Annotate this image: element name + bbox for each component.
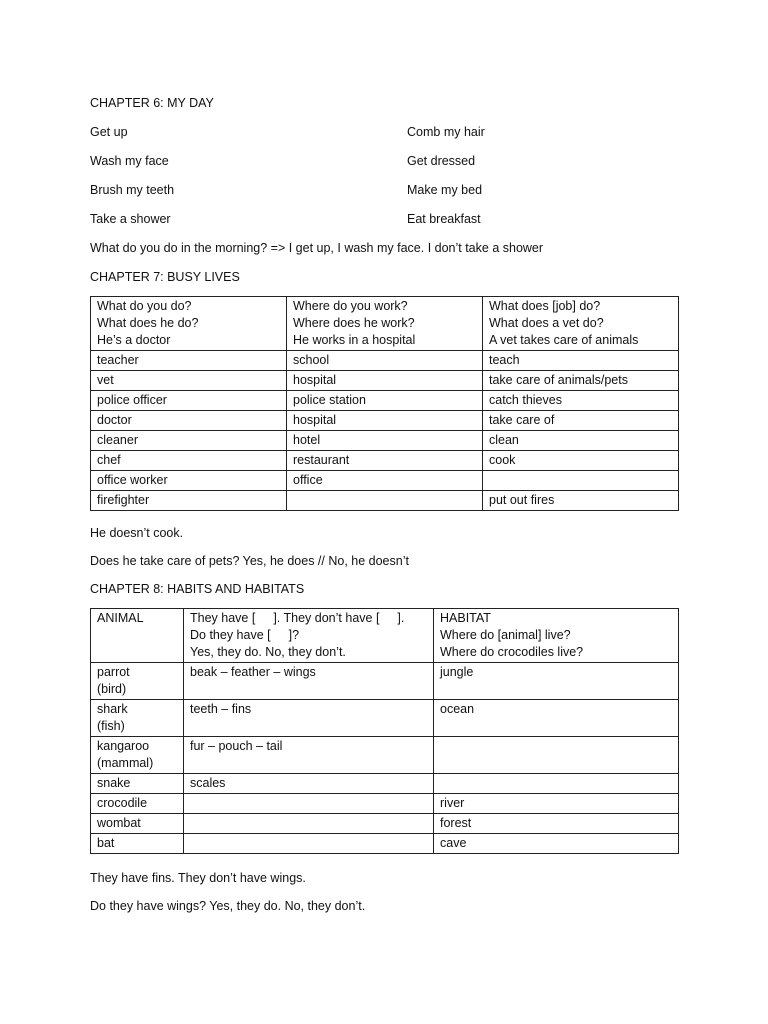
table-header-cell bbox=[91, 297, 287, 351]
duty-cell: teach bbox=[483, 351, 679, 371]
workplace-cell: police station bbox=[287, 391, 483, 411]
table-header-cell bbox=[434, 609, 679, 663]
chapter6-title: CHAPTER 6: MY DAY bbox=[90, 96, 214, 110]
table-row bbox=[91, 471, 679, 491]
animal-cell bbox=[91, 737, 184, 774]
habitat-cell: jungle bbox=[434, 663, 679, 700]
workplace-cell: office bbox=[287, 471, 483, 491]
chapter6-item: Get up bbox=[90, 125, 128, 139]
chapter8-title: CHAPTER 8: HABITS AND HABITATS bbox=[90, 582, 305, 596]
features-cell: scales bbox=[184, 774, 434, 794]
job-cell: vet bbox=[91, 371, 287, 391]
workplace-cell: hospital bbox=[287, 371, 483, 391]
header-line bbox=[190, 627, 427, 644]
table-row bbox=[91, 371, 679, 391]
table-header-row bbox=[91, 297, 679, 351]
table-row bbox=[91, 351, 679, 371]
animal-cell bbox=[91, 700, 184, 737]
workplace-cell: school bbox=[287, 351, 483, 371]
table-row bbox=[91, 774, 679, 794]
features-cell bbox=[184, 794, 434, 814]
job-cell: police officer bbox=[91, 391, 287, 411]
habitat-cell bbox=[434, 774, 679, 794]
header-line: What does a vet do? bbox=[489, 316, 604, 330]
table-row bbox=[91, 663, 679, 700]
duty-cell: catch thieves bbox=[483, 391, 679, 411]
features-cell: teeth – fins bbox=[184, 700, 434, 737]
table-header-cell bbox=[287, 297, 483, 351]
table-row bbox=[91, 834, 679, 854]
duty-cell: take care of animals/pets bbox=[483, 371, 679, 391]
header-fragment: ]. They don’t have [ bbox=[273, 611, 380, 625]
header-line: He’s a doctor bbox=[97, 333, 171, 347]
animal-cell: snake bbox=[91, 774, 184, 794]
features-cell: beak – feather – wings bbox=[184, 663, 434, 700]
table-row bbox=[91, 794, 679, 814]
duty-cell: cook bbox=[483, 451, 679, 471]
jobs-table bbox=[90, 296, 679, 511]
header-fragment: ]. bbox=[397, 611, 405, 625]
workplace-cell: restaurant bbox=[287, 451, 483, 471]
table-row bbox=[91, 814, 679, 834]
chapter6-item: Eat breakfast bbox=[407, 212, 481, 226]
header-line: Yes, they do. No, they don’t. bbox=[190, 645, 346, 659]
chapter6-item: Take a shower bbox=[90, 212, 171, 226]
duty-cell bbox=[483, 471, 679, 491]
table-row bbox=[91, 391, 679, 411]
table-header-cell: ANIMAL bbox=[91, 609, 184, 663]
chapter6-item: Wash my face bbox=[90, 154, 169, 168]
table-row bbox=[91, 431, 679, 451]
animal-cell: crocodile bbox=[91, 794, 184, 814]
job-cell: cleaner bbox=[91, 431, 287, 451]
header-fragment: ]? bbox=[288, 628, 300, 642]
chapter8-sentence: Do they have wings? Yes, they do. No, they don’t. bbox=[90, 899, 366, 913]
header-line: What does he do? bbox=[97, 316, 199, 330]
chapter6-item: Comb my hair bbox=[407, 125, 485, 139]
header-fragment: They have [ bbox=[190, 611, 256, 625]
table-header-row bbox=[91, 609, 679, 663]
animal-cell bbox=[91, 663, 184, 700]
animal-cell: wombat bbox=[91, 814, 184, 834]
table-row bbox=[91, 737, 679, 774]
header-line: HABITAT bbox=[440, 611, 491, 625]
table-header-cell bbox=[483, 297, 679, 351]
header-line: Where does he work? bbox=[293, 316, 415, 330]
features-cell: fur – pouch – tail bbox=[184, 737, 434, 774]
table-header-cell bbox=[184, 609, 434, 663]
animals-table bbox=[90, 608, 679, 854]
table-row bbox=[91, 491, 679, 511]
chapter7-sentence: He doesn’t cook. bbox=[90, 526, 184, 540]
chapter7-sentence: Does he take care of pets? Yes, he does // No, he doesn’t bbox=[90, 554, 409, 568]
header-line: Where do crocodiles live? bbox=[440, 645, 584, 659]
habitat-cell bbox=[434, 737, 679, 774]
habitat-cell: ocean bbox=[434, 700, 679, 737]
table-row bbox=[91, 700, 679, 737]
workplace-cell bbox=[287, 491, 483, 511]
habitat-cell: cave bbox=[434, 834, 679, 854]
chapter6-item: Get dressed bbox=[407, 154, 476, 168]
animal-class: (fish) bbox=[97, 719, 125, 733]
header-line: Where do you work? bbox=[293, 299, 408, 313]
chapter6-example: What do you do in the morning? => I get up, I wash my face. I don’t take a shower bbox=[90, 241, 544, 255]
habitat-cell: river bbox=[434, 794, 679, 814]
header-line: He works in a hospital bbox=[293, 333, 416, 347]
features-cell bbox=[184, 814, 434, 834]
animal-name: parrot bbox=[97, 665, 130, 679]
job-cell: chef bbox=[91, 451, 287, 471]
animal-class: (mammal) bbox=[97, 756, 154, 770]
job-cell: teacher bbox=[91, 351, 287, 371]
header-line: Where do [animal] live? bbox=[440, 628, 571, 642]
animal-name: shark bbox=[97, 702, 128, 716]
duty-cell: put out fires bbox=[483, 491, 679, 511]
header-line: What do you do? bbox=[97, 299, 192, 313]
features-cell bbox=[184, 834, 434, 854]
header-fragment: Do they have [ bbox=[190, 628, 271, 642]
table-row bbox=[91, 411, 679, 431]
workplace-cell: hospital bbox=[287, 411, 483, 431]
chapter8-sentence: They have fins. They don’t have wings. bbox=[90, 871, 306, 885]
header-line: A vet takes care of animals bbox=[489, 333, 639, 347]
animal-name: kangaroo bbox=[97, 739, 150, 753]
animal-class: (bird) bbox=[97, 682, 127, 696]
workplace-cell: hotel bbox=[287, 431, 483, 451]
duty-cell: clean bbox=[483, 431, 679, 451]
chapter7-title: CHAPTER 7: BUSY LIVES bbox=[90, 270, 240, 284]
chapter6-item: Make my bed bbox=[407, 183, 483, 197]
header-line bbox=[190, 610, 427, 627]
habitat-cell: forest bbox=[434, 814, 679, 834]
chapter6-item: Brush my teeth bbox=[90, 183, 175, 197]
job-cell: office worker bbox=[91, 471, 287, 491]
job-cell: firefighter bbox=[91, 491, 287, 511]
table-row bbox=[91, 451, 679, 471]
duty-cell: take care of bbox=[483, 411, 679, 431]
header-line: What does [job] do? bbox=[489, 299, 601, 313]
job-cell: doctor bbox=[91, 411, 287, 431]
animal-cell: bat bbox=[91, 834, 184, 854]
